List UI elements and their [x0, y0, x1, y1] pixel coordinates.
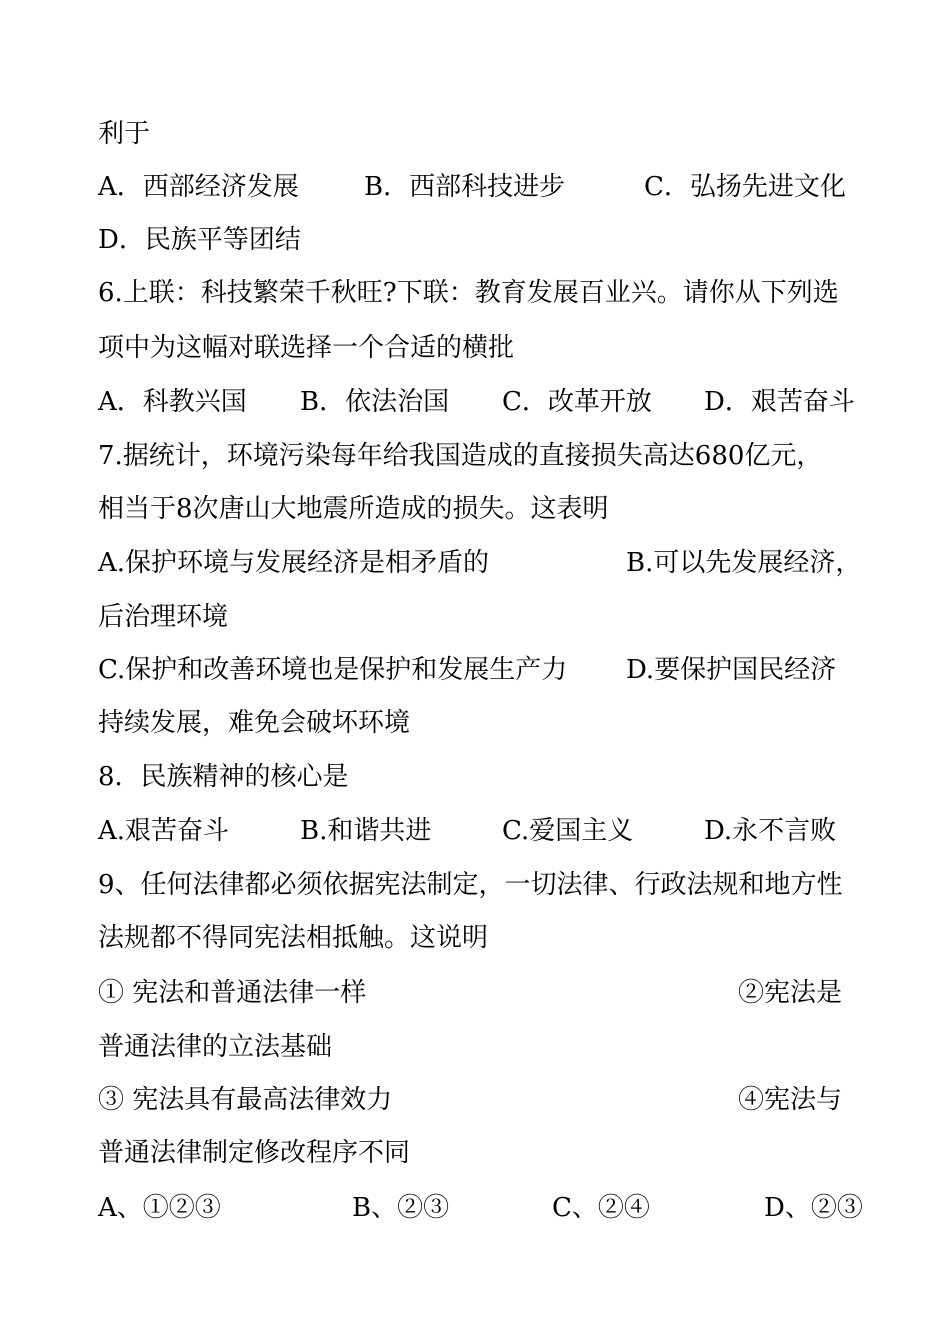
option-b: B、②③ [352, 1193, 450, 1223]
option-c: C、②④ [552, 1193, 650, 1223]
question-6-options [98, 382, 858, 422]
statement-2-cont: 普通法律的立法基础 [98, 1032, 333, 1062]
question-7-stem [98, 436, 858, 476]
option-a: A．西部经济发展 [98, 172, 299, 202]
option-b: B.和谐共进 [300, 816, 432, 846]
statement-3: ③ 宪法具有最高法律效力 [98, 1085, 393, 1115]
option-b-cont: 后治理环境 [98, 602, 229, 632]
question-6-text: 6.上联：科技繁荣千秋旺?下联：教育发展百业兴。请你从下列选 [98, 278, 839, 308]
question-7-options-2 [98, 650, 858, 690]
question-9-options [98, 1188, 863, 1228]
option-c: C.保护和改善环境也是保护和发展生产力 [98, 655, 568, 685]
question-9-stem-2 [98, 918, 858, 958]
statement-2: ②宪法是 [738, 978, 843, 1008]
question-7-options-cont [98, 597, 858, 637]
question-9-statements [98, 973, 858, 1013]
option-c: C．改革开放 [502, 387, 652, 417]
question-7-options-2-cont [98, 703, 858, 743]
question-7-text-cont: 相当于8次唐山大地震所造成的损失。这表明 [98, 494, 609, 524]
question-9-text: 9、任何法律都必须依据宪法制定，一切法律、行政法规和地方性 [98, 870, 843, 900]
option-c: C．弘扬先进文化 [644, 172, 846, 202]
option-b: B．依法治国 [300, 387, 450, 417]
question-9-stem [98, 865, 858, 905]
question-9-text-cont: 法规都不得同宪法相抵触。这说明 [98, 923, 489, 953]
question-7-options [98, 543, 862, 583]
option-d: D.要保护国民经济 [626, 655, 837, 685]
option-b: B.可以先发展经济， [626, 548, 862, 578]
option-d: D、②③ [764, 1193, 863, 1223]
question-5-options-2 [98, 220, 858, 260]
statement-4-cont: 普通法律制定修改程序不同 [98, 1138, 411, 1168]
option-a: A、①②③ [98, 1193, 221, 1223]
option-d: D．民族平等团结 [98, 225, 301, 255]
question-9-statements-2 [98, 1080, 858, 1120]
question-8-stem [98, 757, 858, 797]
option-a: A.保护环境与发展经济是相矛盾的 [98, 548, 490, 578]
question-8-text: 8．民族精神的核心是 [98, 762, 349, 792]
statement-1: ① 宪法和普通法律一样 [98, 978, 367, 1008]
question-7-text: 7.据统计，环境污染每年给我国造成的直接损失高达680亿元， [98, 441, 823, 471]
question-6-stem-2 [98, 328, 858, 368]
option-d: D．艰苦奋斗 [704, 387, 855, 417]
question-5-continuation: 利于 [98, 119, 151, 149]
question-5-options [98, 167, 858, 207]
question-9-statements-cont [98, 1027, 858, 1067]
option-a: A．科教兴国 [98, 387, 247, 417]
statement-4: ④宪法与 [738, 1085, 843, 1115]
option-d-cont: 持续发展，难免会破坏环境 [98, 708, 411, 738]
option-c: C.爱国主义 [502, 816, 634, 846]
option-d: D.永不言败 [704, 816, 837, 846]
question-9-statements-2-cont [98, 1133, 858, 1173]
question-6-text-cont: 项中为这幅对联选择一个合适的横批 [98, 333, 515, 363]
question-6-stem [98, 273, 858, 313]
question-8-options [98, 811, 858, 851]
question-7-stem-2 [98, 489, 858, 529]
text-line [98, 114, 858, 154]
option-a: A.艰苦奋斗 [98, 816, 230, 846]
option-b: B．西部科技进步 [364, 172, 566, 202]
